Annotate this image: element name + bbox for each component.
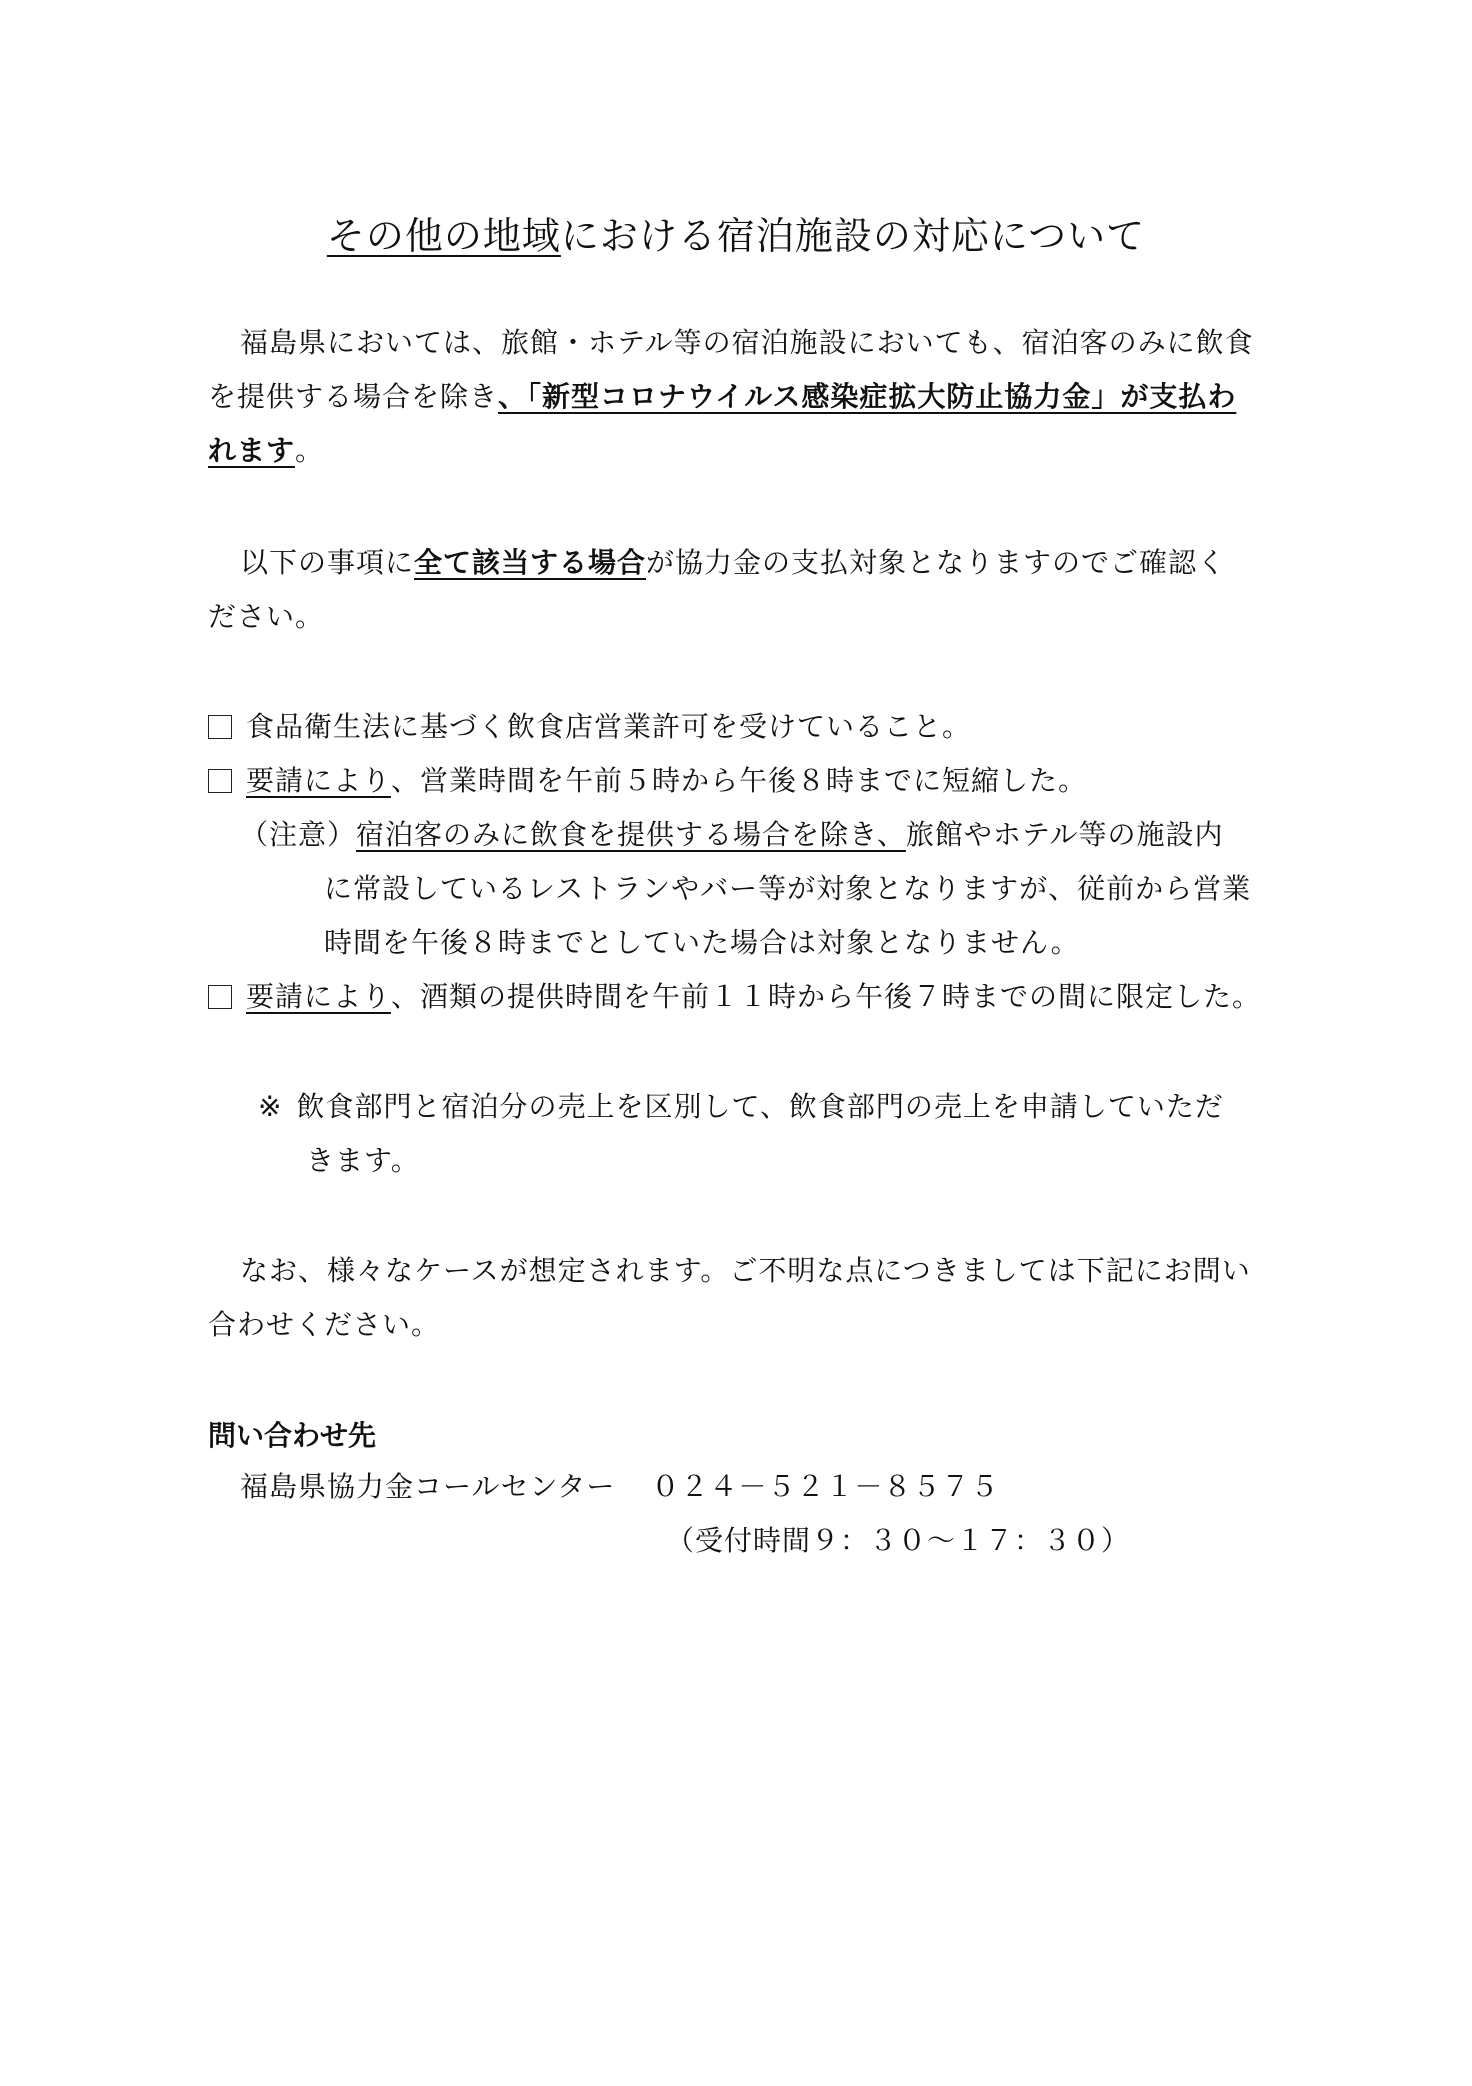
closing-line-1: なお、様々なケースが想定されます。ご不明な点につきましては下記にお問い [240, 1254, 1251, 1287]
confirm-post: が協力金の支払対象となりますのでご確認く [646, 546, 1227, 579]
title-rest: における宿泊施設の対応について [560, 214, 1146, 258]
checklist-item-1 [208, 700, 971, 754]
remark-mark: ※ [258, 1090, 283, 1123]
closing-line-2: 合わせください。 [208, 1308, 441, 1341]
contact-heading: 問い合わせ先 [208, 1419, 377, 1452]
intro-line-2 [208, 370, 1236, 424]
page-title [0, 208, 1472, 264]
remark-text-1: 飲食部門と宿泊分の売上を区別して、飲食部門の売上を申請していただ [296, 1090, 1224, 1123]
checkbox-icon [208, 715, 232, 739]
checklist-item-2-text: 、営業時間を午前５時から午後８時までに短縮した。 [391, 764, 1088, 797]
checklist-item-3-text: 、酒類の提供時間を午前１１時から午後７時までの間に限定した。 [391, 980, 1262, 1013]
note-line-3: 時間を午後８時までとしていた場合は対象となりません。 [324, 926, 1080, 959]
contact-name: 福島県協力金コールセンター [240, 1470, 616, 1503]
note-underlined: 宿泊客のみに飲食を提供する場合を除き、 [356, 818, 906, 851]
contact-phone: ０２４－５２１－８５７５ [651, 1470, 1000, 1503]
intro-line-3-end: 。 [295, 434, 325, 467]
checklist-item-3-underlined: 要請により [246, 980, 392, 1013]
checkbox-icon [208, 985, 232, 1009]
checklist-item-2 [208, 754, 1087, 808]
confirm-line-1 [240, 536, 1226, 590]
intro-line-2-plain: を提供する場合を除き [208, 380, 499, 413]
note-line-2: に常設しているレストランやバー等が対象となりますが、従前から営業 [324, 872, 1252, 905]
intro-line-3 [208, 424, 324, 478]
checklist-item-1-text: 食品衛生法に基づく飲食店営業許可を受けていること。 [246, 710, 972, 743]
note-rest: 旅館やホテル等の施設内 [905, 818, 1224, 851]
note-label: （注意） [240, 818, 357, 851]
remark-line-1 [258, 1080, 1224, 1134]
contact-line [240, 1460, 999, 1514]
checklist-item-3 [208, 970, 1261, 1024]
remark-line-2: きます。 [306, 1144, 420, 1177]
intro-line-1: 福島県においては、旅館・ホテル等の宿泊施設においても、宿泊客のみに飲食 [240, 326, 1254, 359]
contact-hours: （受付時間９：３０～１７：３０） [666, 1524, 1131, 1557]
confirm-line-2: ださい。 [208, 600, 325, 633]
confirm-pre: 以下の事項に [240, 546, 415, 579]
title-underlined-part: その他の地域 [326, 214, 561, 258]
checkbox-icon [208, 769, 232, 793]
checklist-item-2-underlined: 要請により [246, 764, 392, 797]
intro-line-3-bold: れます [208, 434, 296, 467]
confirm-bold: 全て該当する場合 [414, 546, 647, 579]
note-line-1 [240, 808, 1224, 862]
intro-line-2-bold: 、「新型コロナウイルス感染症拡大防止協力金」が支払わ [498, 380, 1237, 413]
